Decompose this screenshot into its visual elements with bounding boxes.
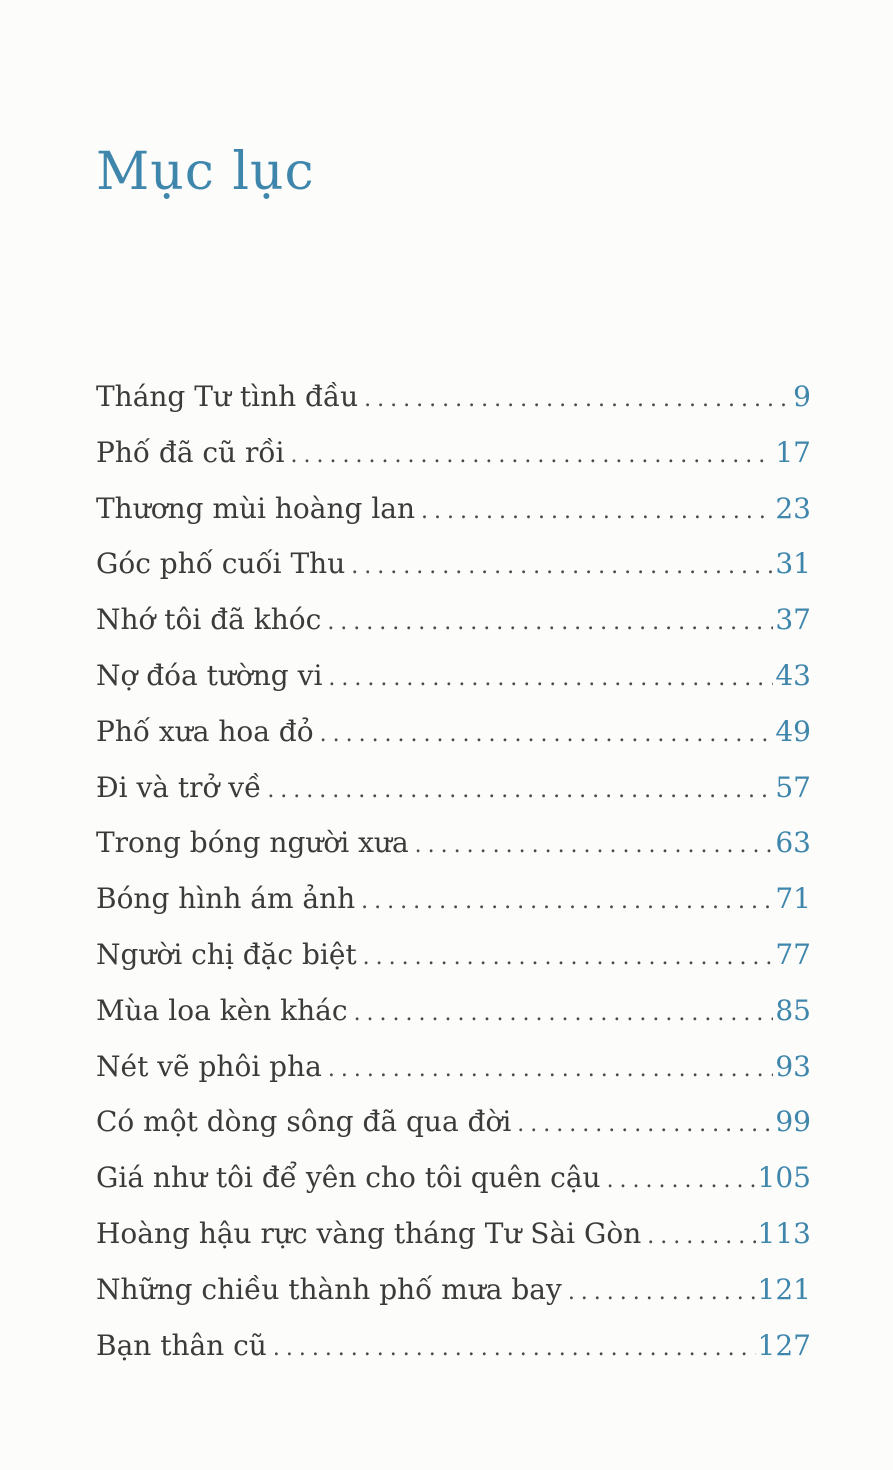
toc-entry[interactable] [96,547,811,603]
toc-entry[interactable] [96,771,811,827]
toc-entry-page-number: 63 [775,826,811,860]
toc-entry-title: Nợ đóa tường vi [96,658,323,692]
dot-leader [291,443,774,468]
dot-leader [327,610,773,635]
dot-leader [351,554,773,579]
dot-leader [273,1336,756,1361]
toc-entry[interactable] [96,492,811,548]
page-title: Mục lục [96,142,315,202]
toc-entry-page-number: 71 [775,882,811,916]
toc-entry-title: Nét vẽ phôi pha [96,1049,322,1083]
toc-entry-title: Mùa loa kèn khác [96,993,348,1027]
toc-entry[interactable] [96,1273,811,1329]
toc-entry[interactable] [96,1217,811,1273]
toc-entry[interactable] [96,882,811,938]
toc-entry[interactable] [96,380,811,436]
toc-entry-page-number: 17 [775,435,811,469]
toc-entry-page-number: 49 [775,714,811,748]
toc-entry[interactable] [96,826,811,882]
toc-entry-title: Nhớ tôi đã khóc [96,603,322,637]
dot-leader [354,1001,774,1026]
toc-entry-page-number: 99 [775,1105,811,1139]
dot-leader [415,833,774,858]
toc-entry-title: Phố xưa hoa đỏ [96,714,314,748]
toc-entry-page-number: 37 [775,603,811,637]
toc-entry-page-number: 105 [757,1161,811,1195]
toc-entry[interactable] [96,1161,811,1217]
dot-leader [517,1112,773,1137]
dot-leader [328,666,773,691]
toc-entry[interactable] [96,715,811,771]
toc-entry-title: Có một dòng sông đã qua đời [96,1105,512,1139]
dot-leader [568,1280,756,1305]
dot-leader [363,945,774,970]
toc-entry-title: Đi và trở về [96,770,262,804]
dot-leader [267,778,773,803]
toc-entry-title: Bạn thân cũ [96,1328,267,1362]
toc-entry[interactable] [96,436,811,492]
toc-entry-title: Hoàng hậu rực vàng tháng Tư Sài Gòn [96,1216,642,1250]
toc-entry-title: Những chiều thành phố mưa bay [96,1272,562,1306]
toc-entry-title: Tháng Tư tình đầu [96,380,359,413]
toc-entry[interactable] [96,603,811,659]
dot-leader [328,1057,774,1082]
table-of-contents [96,380,811,1384]
toc-entry[interactable] [96,938,811,994]
toc-entry-page-number: 9 [793,380,811,413]
dot-leader [364,387,791,412]
toc-entry-title: Phố đã cũ rồi [96,435,285,469]
toc-entry-page-number: 93 [775,1049,811,1083]
toc-entry[interactable] [96,994,811,1050]
toc-entry-page-number: 23 [775,491,811,525]
dot-leader [361,889,773,914]
dot-leader [320,722,774,747]
toc-entry[interactable] [96,1329,811,1385]
toc-entry-title: Bóng hình ám ảnh [96,882,356,916]
dot-leader [647,1224,755,1249]
dot-leader [607,1168,756,1193]
toc-entry[interactable] [96,1050,811,1106]
toc-entry-page-number: 127 [757,1328,811,1362]
dot-leader [421,499,773,524]
toc-entry-page-number: 85 [775,993,811,1027]
toc-entry-title: Góc phố cuối Thu [96,547,346,581]
toc-entry[interactable] [96,1105,811,1161]
toc-entry-page-number: 43 [775,658,811,692]
toc-entry-title: Người chị đặc biệt [96,937,357,971]
toc-entry[interactable] [96,659,811,715]
toc-entry-title: Giá như tôi để yên cho tôi quên cậu [96,1161,601,1195]
toc-entry-title: Thương mùi hoàng lan [96,491,416,525]
toc-entry-page-number: 57 [775,770,811,804]
toc-entry-page-number: 31 [775,547,811,581]
toc-entry-page-number: 113 [757,1216,811,1250]
toc-entry-page-number: 121 [757,1272,811,1306]
toc-entry-page-number: 77 [775,937,811,971]
toc-entry-title: Trong bóng người xưa [96,826,409,860]
